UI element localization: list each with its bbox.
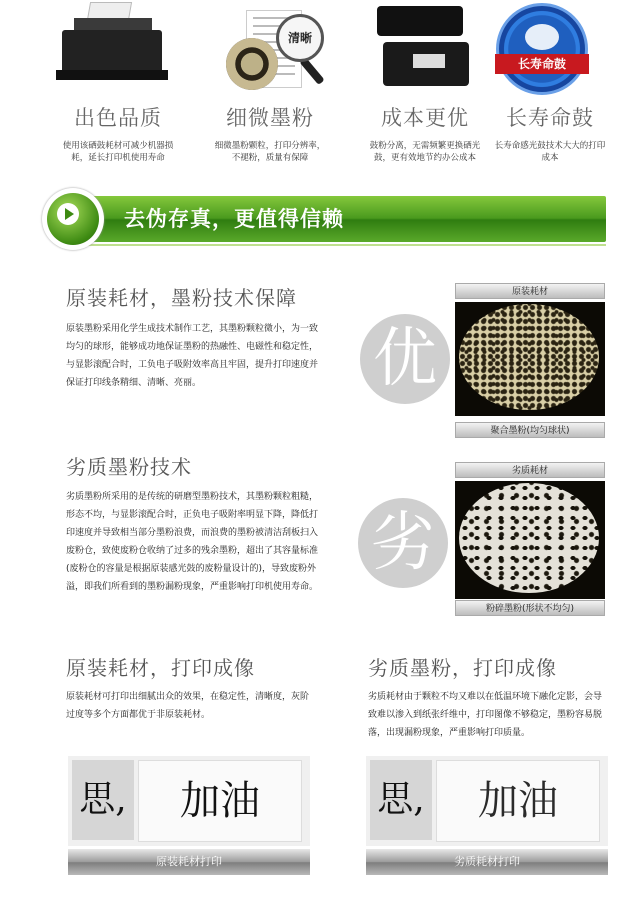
genuine-heading: 原装耗材，墨粉技术保障 (66, 286, 297, 310)
feature-desc: 鼓粉分离，无需频繁更换硒光鼓，更有效地节约办公成本 (369, 141, 481, 163)
seal-label: 长寿命鼓 (495, 54, 589, 74)
feature-desc: 使用该硒鼓耗材可减少机器损耗，延长打印机使用寿命 (62, 141, 174, 163)
feature-desc: 细微墨粉颗粒，打印分辨率，不褪粉，质量有保障 (214, 141, 326, 163)
arrow-right-icon (42, 188, 104, 250)
genuine-paragraph: 原装墨粉采用化学生成技术制作工艺，其墨粉颗粒微小，为一致均匀的球形，能够成功地保证墨粉的热融性、电磁性和稳定性，与显影滚配合时，工负电子吸附效率高且牢固，提升打印速度并保证打印线条精细、清晰、亮丽。 (66, 324, 319, 388)
inferior-toner-micrograph (455, 481, 605, 599)
genuine-bottom-label: 聚合墨粉(均匀球状) (455, 422, 605, 438)
print-inferior-heading: 劣质墨粉，打印成像 (368, 656, 557, 680)
inferior-paragraph: 劣质墨粉所采用的是传统的研磨型墨粉技术，其墨粉颗粒粗糙，形态不均，与显影滚配合时，正负电子吸附率明显下降，降低打印速度并导致相当部分墨粉浪费，而浪费的墨粉被清洁刮板扫入废粉仓，致使废粉仓收纳了过多的残余墨粉，超出了其容量标准(废粉仓的容量是根据原装感光鼓的废粉量设计的)，导致废粉外溢，即我们所看到的墨粉漏粉现象，严重影响打印机使用寿命。 (66, 492, 319, 592)
sample-char-right: 加油 (138, 760, 302, 842)
magnifier-icon (190, 0, 350, 98)
superior-badge: 优 (360, 314, 450, 404)
feature-desc: 长寿命感光鼓技术大大的打印成本 (494, 141, 606, 163)
printer-icon (38, 0, 198, 98)
feature-quality (38, 0, 198, 164)
feature-title: 细微墨粉 (226, 106, 314, 130)
lens-label: 清晰 (276, 14, 324, 62)
inferior-top-label: 劣质耗材 (455, 462, 605, 478)
genuine-top-label: 原装耗材 (455, 283, 605, 299)
inferior-badge: 劣 (358, 498, 448, 588)
inferior-print-sample (366, 756, 608, 846)
seal-icon (470, 0, 630, 98)
sample-char-left: 思, (72, 760, 134, 840)
sample-char-right: 加油 (436, 760, 600, 842)
banner-underline (60, 244, 606, 246)
inferior-bottom-label: 粉碎墨粉(形状不均匀) (455, 600, 605, 616)
feature-long-life (470, 0, 630, 164)
feature-title: 出色品质 (74, 106, 162, 130)
feature-title: 成本更优 (381, 106, 469, 130)
sample-char-left: 思, (370, 760, 432, 840)
genuine-print-label: 原装耗材打印 (68, 849, 310, 875)
feature-title: 长寿命鼓 (506, 106, 594, 130)
inferior-print-label: 劣质耗材打印 (366, 849, 608, 875)
print-genuine-paragraph: 原装耗材可打印出细腻出众的效果，在稳定性，清晰度，灰阶过度等多个方面都优于非原装耗材。 (66, 692, 310, 720)
feature-fine-toner (190, 0, 350, 164)
genuine-print-sample (68, 756, 310, 846)
print-genuine-heading: 原装耗材，打印成像 (66, 656, 255, 680)
inferior-heading: 劣质墨粉技术 (66, 455, 192, 479)
section-banner (60, 196, 606, 242)
print-inferior-paragraph: 劣质耗材由于颗粒不均又难以在低温环境下融化定影，会导致难以渗入到纸张纤维中，打印图像不够稳定，墨粉容易脱落，出现漏粉现象，严重影响打印质量。 (368, 692, 603, 738)
genuine-toner-micrograph (455, 302, 605, 416)
banner-title: 去伪存真，更值得信赖 (124, 207, 344, 231)
